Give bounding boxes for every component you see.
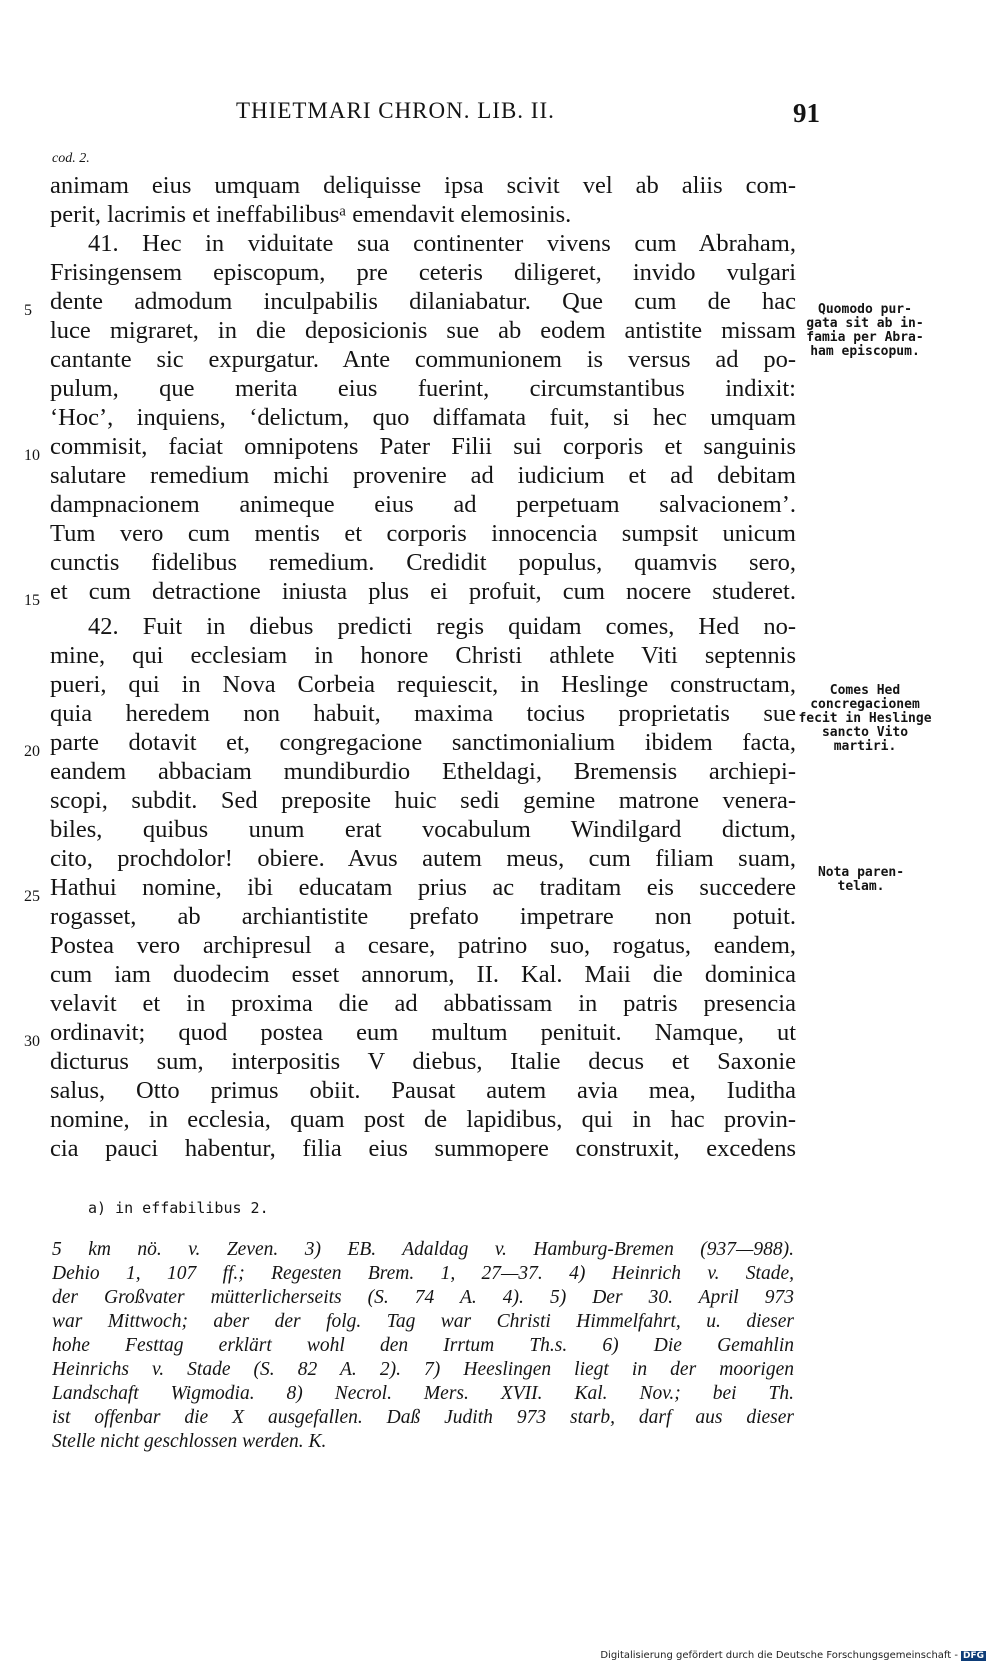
dfg-logo: DFG — [962, 1651, 984, 1661]
text-line: parte dotavit et, congregacione sanctimonialium ibidem facta, — [50, 729, 796, 756]
footnotes — [52, 1238, 794, 1454]
text-line: commisit, faciat omnipotens Pater Filii sui corporis et sanguinis — [50, 433, 796, 460]
text-line: perit, lacrimis et ineffabilibusᵃ emendavit elemosinis. — [50, 201, 572, 228]
text-line: dampnacionem animeque eius ad perpetuam salvacionem’. — [50, 491, 796, 518]
text-line: mine, qui ecclesiam in honore Christi athlete Viti septennis — [50, 642, 796, 669]
text-line: Hathui nomine, ibi educatam prius ac traditam eis succedere — [50, 874, 796, 901]
codex-label: cod. 2. — [52, 151, 90, 166]
text-line: salus, Otto primus obiit. Pausat autem avia mea, Iuditha — [50, 1077, 796, 1104]
line-number-10: 10 — [24, 447, 40, 464]
footnote-line: hohe Festtag erklärt wohl den Irrtum Th.s. 6) Die Gemahlin — [52, 1335, 794, 1356]
text-line: nomine, in ecclesia, quam post de lapidibus, qui in hac provin- — [50, 1106, 796, 1133]
text-line: cantante sic expurgatur. Ante communionem is versus ad po- — [50, 346, 796, 373]
text-line: quia heredem non habuit, maxima tocius proprietatis sue — [50, 700, 796, 727]
section-41-start: 41. Hec in viduitate sua continenter vivens cum Abraham, — [88, 230, 796, 257]
text-line: velavit et in proxima die ad abbatissam in patris presencia — [50, 990, 796, 1017]
text-line: cunctis fidelibus remedium. Credidit populus, quamvis sero, — [50, 549, 796, 576]
apparatus-note: a) in effabilibus 2. — [88, 1199, 269, 1217]
text-line: scopi, subdit. Sed preposite huic sedi gemine matrone venera- — [50, 787, 796, 814]
credit-text: Digitalisierung gefördert durch die Deutsche Forschungsgemeinschaft - — [600, 1650, 958, 1661]
text-line: Tum vero cum mentis et corporis innocencia sumpsit unicum — [50, 520, 796, 547]
text-line: dente admodum inculpabilis dilaniabatur. Que cum de hac — [50, 288, 796, 315]
footnote-line: der Großvater mütterlicherseits (S. 74 A. 4). 5) Der 30. April 973 — [52, 1287, 794, 1308]
line-number-5: 5 — [24, 302, 32, 319]
text-line: ‘Hoc’, inquiens, ‘delictum, quo diffamata fuit, si hec umquam — [50, 404, 796, 431]
text-line: animam eius umquam deliquisse ipsa scivit vel ab aliis com- — [50, 172, 796, 199]
running-head: THIETMARI CHRON. LIB. II. — [236, 98, 555, 123]
text-line: ordinavit; quod postea eum multum penituit. Namque, ut — [50, 1019, 796, 1046]
margin-note-comes-hed: Comes Hed concregacionem fecit in Heslinge sancto Vito martiri. — [798, 683, 932, 754]
text-line: Postea vero archipresul a cesare, patrino suo, rogatus, eandem, — [50, 932, 796, 959]
footnote-line: Heinrichs v. Stade (S. 82 A. 2). 7) Heeslingen liegt in der moorigen — [52, 1359, 794, 1380]
digitization-credit — [600, 1650, 986, 1661]
text-line: rogasset, ab archiantistite prefato impetrare non potuit. — [50, 903, 796, 930]
margin-note-abraham: Quomodo pur- gata sit ab in- famia per Abra- ham episcopum. — [806, 302, 924, 359]
footnote-line: 5 km nö. v. Zeven. 3) EB. Adaldag v. Hamburg-Bremen (937—988). — [52, 1239, 794, 1260]
text-line: cum iam duodecim esset annorum, II. Kal. Maii die dominica — [50, 961, 796, 988]
footnote-line: Dehio 1, 107 ff.; Regesten Brem. 1, 27—37. 4) Heinrich v. Stade, — [52, 1263, 794, 1284]
text-line: Frisingensem episcopum, pre ceteris diligeret, invido vulgari — [50, 259, 796, 286]
text-line: cito, prochdolor! obiere. Avus autem meus, cum filiam suam, — [50, 845, 796, 872]
text-line: dicturus sum, interpositis V diebus, Italie decus et Saxonie — [50, 1048, 796, 1075]
line-number-20: 20 — [24, 743, 40, 760]
footnote-line: Stelle nicht geschlossen werden. K. — [52, 1431, 327, 1452]
section-42-start: 42. Fuit in diebus predicti regis quidam comes, Hed no- — [88, 613, 796, 640]
text-line: cia pauci habentur, filia eius summopere construxit, excedens — [50, 1135, 796, 1162]
text-line: et cum detractione iniusta plus ei profuit, cum nocere studeret. — [50, 578, 796, 605]
footnote-line: war Mittwoch; aber der folg. Tag war Christi Himmelfahrt, u. dieser — [52, 1311, 794, 1332]
text-line: pueri, qui in Nova Corbeia requiescit, in Heslinge constructam, — [50, 671, 796, 698]
text-line: salutare remedium michi provenire ad iudicium et ad debitam — [50, 462, 796, 489]
page-number: 91 — [793, 98, 820, 128]
main-text — [50, 171, 796, 1163]
line-number-15: 15 — [24, 592, 40, 609]
text-line: luce migraret, in die deposicionis sue ab eodem antistite missam — [50, 317, 796, 344]
footnote-line: ist offenbar die X ausgefallen. Daß Judith 973 starb, darf aus dieser — [52, 1407, 794, 1428]
line-number-30: 30 — [24, 1033, 40, 1050]
text-line: eandem abbaciam mundiburdio Etheldagi, Bremensis archiepi- — [50, 758, 796, 785]
text-line: biles, quibus unum erat vocabulum Windilgard dictum, — [50, 816, 796, 843]
line-number-25: 25 — [24, 888, 40, 905]
margin-note-parentelam: Nota paren- telam. — [817, 865, 905, 894]
text-line: pulum, que merita eius fuerint, circumstantibus indixit: — [50, 375, 796, 402]
footnote-line: Landschaft Wigmodia. 8) Necrol. Mers. XVII. Kal. Nov.; bei Th. — [52, 1383, 794, 1404]
